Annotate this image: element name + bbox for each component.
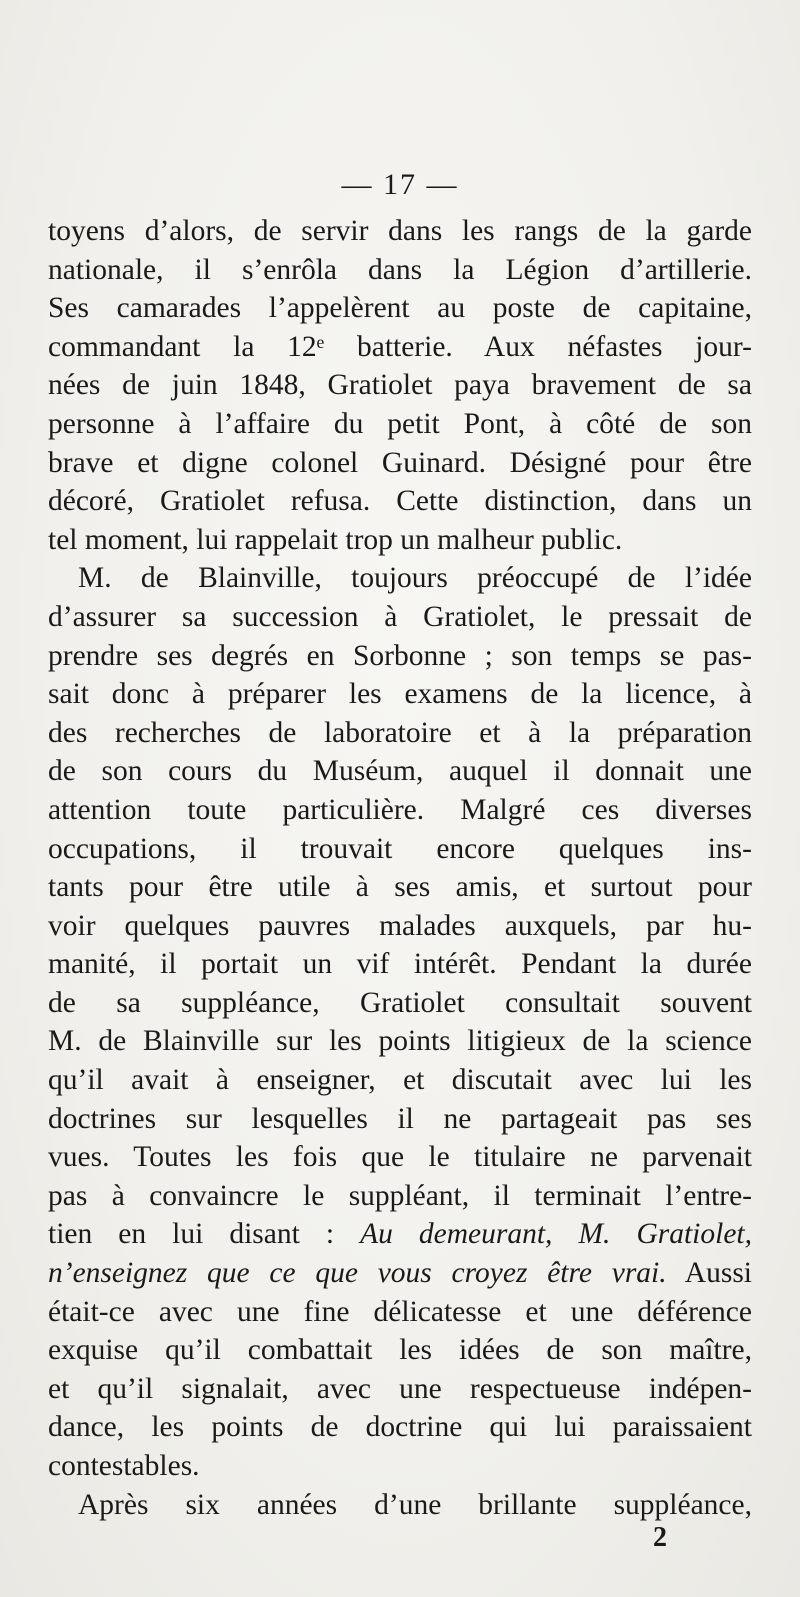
text-span: commandant la 12ᵉ batterie. Aux néfastes jour- <box>48 330 752 363</box>
text-line <box>48 1408 752 1447</box>
text-span: décoré, Gratiolet refusa. Cette distinction, dans un <box>48 485 752 518</box>
text-span: de son cours du Muséum, auquel il donnait une <box>48 755 752 788</box>
signature-mark: 2 <box>653 1522 667 1553</box>
text-line <box>48 1447 752 1486</box>
text-span: attention toute particulière. Malgré ces diverses <box>48 793 752 826</box>
text-span: qu’il avait à enseigner, et discutait avec lui les <box>48 1064 752 1097</box>
text-line <box>48 637 752 676</box>
text-span: occupations, il trouvait encore quelques ins- <box>48 832 752 865</box>
text-line <box>48 212 752 251</box>
text-span: était-ce avec une fine délicatesse et une déférence <box>48 1295 752 1328</box>
text-span: Ses camarades l’appelèrent au poste de capitaine, <box>48 292 752 325</box>
text-line <box>48 1331 752 1370</box>
text-span: d’assurer sa succession à Gratiolet, le pressait de <box>48 600 752 633</box>
text-span: brave et digne colonel Guinard. Désigné pour être <box>48 446 752 479</box>
text-line <box>48 1177 752 1216</box>
text-line <box>48 868 752 907</box>
italic-text: Au demeurant, M. Gratiolet, <box>360 1218 752 1251</box>
text-span: toyens d’alors, de servir dans les rangs de la garde <box>48 215 752 247</box>
text-line <box>48 598 752 637</box>
text-span: contestables. <box>48 1450 200 1482</box>
text-span: nées de juin 1848, Gratiolet paya bravement de sa <box>48 369 752 402</box>
text-line <box>48 405 752 444</box>
text-span: M. de Blainville, toujours préoccupé de l’idée <box>78 562 752 595</box>
text-span: dance, les points de doctrine qui lui paraissaient <box>48 1411 752 1444</box>
text-line <box>48 791 752 830</box>
text-span: tants pour être utile à ses amis, et surtout pour <box>48 871 752 904</box>
text-line <box>48 714 752 753</box>
text-line <box>48 444 752 483</box>
text-line <box>48 521 752 560</box>
text-line <box>48 1370 752 1409</box>
text-line <box>48 289 752 328</box>
page-number: — 17 — <box>341 168 459 201</box>
text-line <box>48 1254 752 1293</box>
body-text <box>48 212 752 1524</box>
text-line <box>48 1061 752 1100</box>
text-line <box>48 1215 752 1254</box>
italic-text: n’enseignez que ce que vous croyez être vrai. <box>48 1257 667 1290</box>
text-line <box>48 366 752 405</box>
text-line <box>48 1100 752 1139</box>
text-line <box>48 675 752 714</box>
text-line <box>48 1293 752 1332</box>
text-span: pas à convaincre le suppléant, il terminait l’entre- <box>48 1179 752 1212</box>
text-span: M. de Blainville sur les points litigieux de la science <box>48 1025 752 1058</box>
text-span: tien en lui disant : <box>48 1218 361 1251</box>
text-line <box>48 482 752 521</box>
text-line <box>48 907 752 946</box>
text-span: doctrines sur lesquelles il ne partageait pas ses <box>48 1102 752 1135</box>
text-span: exquise qu’il combattait les idées de son maître, <box>48 1334 752 1367</box>
text-line <box>48 1486 752 1525</box>
text-span: personne à l’affaire du petit Pont, à côté de son <box>48 407 752 440</box>
text-line <box>48 559 752 598</box>
text-span: vues. Toutes les fois que le titulaire ne parvenait <box>48 1141 752 1174</box>
text-span: sait donc à préparer les examens de la licence, à <box>48 678 752 711</box>
text-line <box>48 251 752 290</box>
text-span: et qu’il signalait, avec une respectueuse indépen- <box>48 1372 752 1405</box>
text-span: manité, il portait un vif intérêt. Pendant la durée <box>48 948 752 981</box>
text-line <box>48 1022 752 1061</box>
text-line <box>48 945 752 984</box>
text-span: nationale, il s’enrôla dans la Légion d’artillerie. <box>48 253 752 286</box>
text-span: Après six années d’une brillante suppléance, <box>78 1488 752 1521</box>
text-line <box>48 1138 752 1177</box>
text-span: des recherches de laboratoire et à la préparation <box>48 716 752 749</box>
text-span: tel moment, lui rappelait trop un malheur public. <box>48 523 623 556</box>
text-line <box>48 830 752 869</box>
text-span: de sa suppléance, Gratiolet consultait souvent <box>48 986 752 1019</box>
text-line <box>48 752 752 791</box>
text-span: prendre ses degrés en Sorbonne ; son temps se pas- <box>48 639 752 672</box>
text-line <box>48 328 752 367</box>
text-span: voir quelques pauvres malades auxquels, par hu- <box>48 909 752 942</box>
text-span: Aussi <box>666 1257 752 1290</box>
text-line <box>48 984 752 1023</box>
